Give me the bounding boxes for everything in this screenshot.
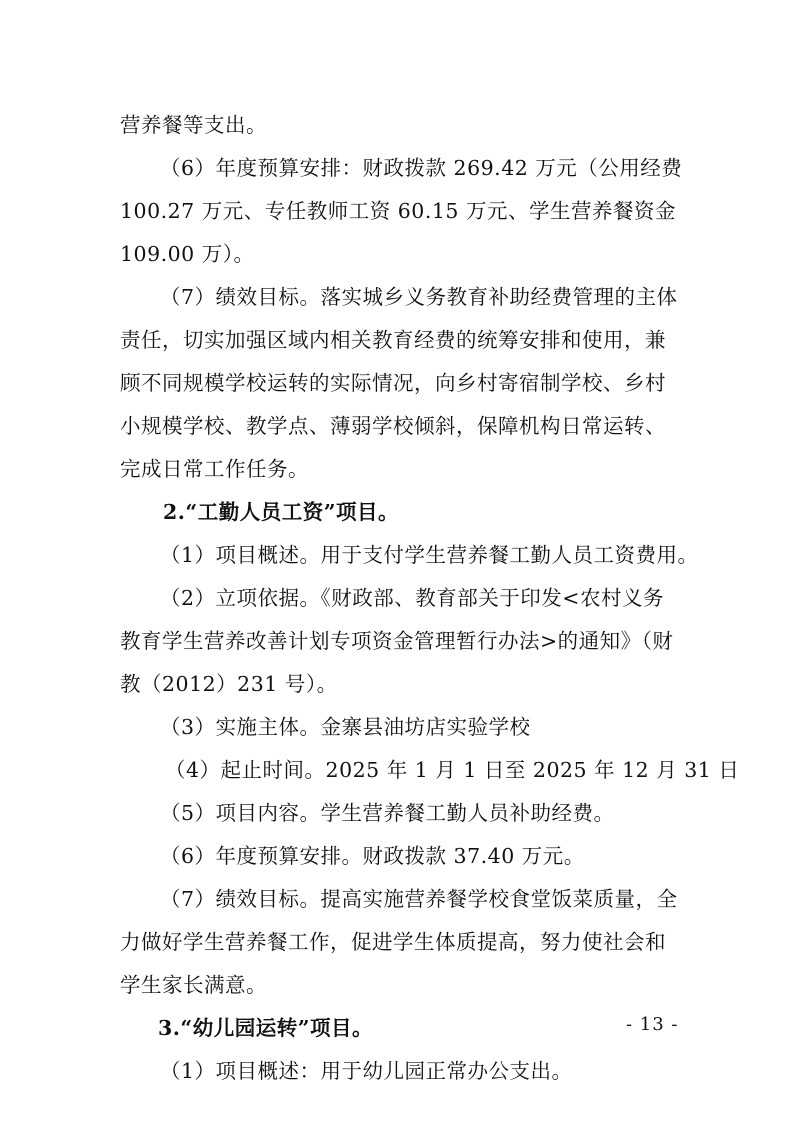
paragraph-line: （3）实施主体。金寨县油坊店实验学校 <box>160 715 531 739</box>
paragraph-line: （6）年度预算安排。财政拨款 37.40 万元。 <box>160 844 585 868</box>
paragraph-line: 109.00 万）。 <box>120 242 255 266</box>
paragraph-line: 100.27 万元、专任教师工资 60.15 万元、学生营养餐资金 <box>120 199 676 223</box>
paragraph-line: 完成日常工作任务。 <box>120 457 309 481</box>
paragraph-line: （6）年度预算安排：财政拨款 269.42 万元（公用经费 <box>160 156 683 180</box>
paragraph-line: （2）立项依据。《财政部、教育部关于印发<农村义务 <box>160 586 664 610</box>
paragraph-line: 力做好学生营养餐工作，促进学生体质提高，努力使社会和 <box>120 930 666 954</box>
paragraph-line: 营养餐等支出。 <box>120 113 267 137</box>
paragraph-line: （1）项目概述：用于幼儿园正常办公支出。 <box>160 1059 573 1083</box>
paragraph-line: 责任，切实加强区域内相关教育经费的统筹安排和使用，兼 <box>120 328 666 352</box>
section-heading: 2.“工勤人员工资”项目。 <box>163 500 399 524</box>
paragraph-line: 教育学生营养改善计划专项资金管理暂行办法>的通知》（财 <box>120 629 674 653</box>
paragraph-line: 教（2012）231 号）。 <box>120 672 338 696</box>
paragraph-line: 学生家长满意。 <box>120 973 267 997</box>
paragraph-line: （7）绩效目标。落实城乡义务教育补助经费管理的主体 <box>160 285 678 309</box>
page-number: - 13 - <box>626 1014 679 1035</box>
section-heading: 3.“幼儿园运转”项目。 <box>158 1016 373 1040</box>
paragraph-line: 顾不同规模学校运转的实际情况，向乡村寄宿制学校、乡村 <box>120 371 666 395</box>
paragraph-line: （5）项目内容。学生营养餐工勤人员补助经费。 <box>160 801 615 825</box>
paragraph-line: （4）起止时间。2025 年 1 月 1 日至 2025 年 12 月 31 日 <box>165 758 740 782</box>
paragraph-line: （1）项目概述。用于支付学生营养餐工勤人员工资费用。 <box>160 543 699 567</box>
paragraph-line: （7）绩效目标。提高实施营养餐学校食堂饭菜质量，全 <box>160 887 678 911</box>
paragraph-line: 小规模学校、教学点、薄弱学校倾斜，保障机构日常运转、 <box>120 414 666 438</box>
